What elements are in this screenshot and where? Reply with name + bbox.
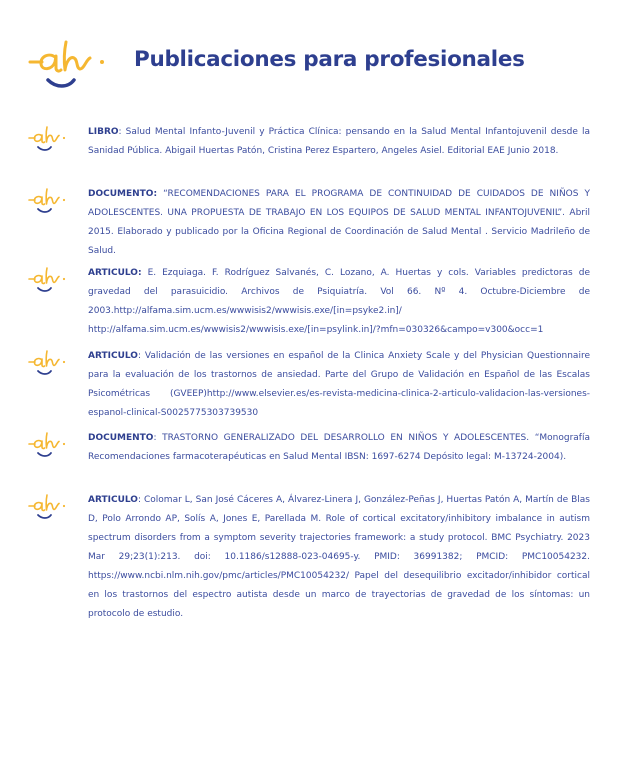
separator: : [118,127,126,137]
publication-citation: TRASTORNO GENERALIZADO DEL DESARROLLO EN NIÑOS Y ADOLESCENTES. “Monografía Recomendaciones farmacoterapéuticas en Salud Mental IBSN: 1697-6274 Depósito legal: M-13724-2004). [88,433,590,462]
ah-bullet-icon [28,493,68,521]
publication-citation: Salud Mental Infanto-Juvenil y Práctica Clínica: pensando en la Salud Mental Infantojuvenil desde la Sanidad Pública. Abigail Huertas Patón, Cristina Perez Espartero, Angeles Asiel. Editorial EAE Junio 2018. [88,127,590,156]
publication-entry [28,264,590,340]
publication-text [88,264,590,340]
publication-text [88,429,590,467]
publication-entry [28,123,590,161]
ah-bullet-icon [28,125,68,153]
ah-bullet-icon [28,349,68,377]
publication-citation: Colomar L, San José Cáceres A, Álvarez-Linera J, González-Peñas J, Huertas Patón A, Martín de Blas D, Polo Arrondo AP, Solís A, Jones E, Parellada M. Role of cortical excitatory/inhibitory imbalance in autism spectrum disorders from a symptom severity trajectories framework: a study protocol. BMC Psychiatry. 2023 Mar 29;23(1):213. doi: 10.1186/s12888-023-04695-y. PMID: 36991382; PMCID: PMC10054232. https://www.ncbi.nlm.nih.gov/pmc/articles/PMC10054232/ Papel del desequilibrio excitador/inhibidor cortical en los trastornos del espectro autista desde un marco de trayectorias de gravedad de los síntomas: un protocolo de estudio. [88,495,590,619]
publication-entry [28,185,590,261]
publication-entry [28,347,590,423]
publication-entry [28,429,590,467]
ah-logo [28,38,118,90]
publication-citation: Validación de las versiones en español de la Clinica Anxiety Scale y del Physician Questionnaire para la evaluación de los trastornos de ansiedad. Parte del Grupo de Validación en Español de las Escalas Psicométricas (GVEEP)http://www.elsevier.es/es-revista-medicina-clinica-2-articulo-validacion-las-versiones-espanol-clinical-S0025775303739530 [88,351,590,418]
publication-type: DOCUMENTO: [88,189,158,199]
publication-citation: “RECOMENDACIONES PARA EL PROGRAMA DE CONTINUIDAD DE CUIDADOS DE NIÑOS Y ADOLESCENTES. UNA PROPUESTA DE TRABAJO EN LOS EQUIPOS DE SALUD MENTAL INFANTOJUVENIL”. Abril 2015. Elaborado y publicado por la Oficina Regional de Coordinación de Salud Mental . Servicio Madrileño de Salud. [88,189,590,256]
publication-text [88,185,590,261]
separator: : [137,351,145,361]
ah-bullet-icon [28,431,68,459]
publication-text [88,491,590,624]
publication-type: ARTICULO: [88,268,142,278]
publication-type: ARTICULO [88,351,138,361]
publication-type: ARTICULO [88,495,138,505]
publication-entry [28,491,590,624]
publication-text [88,123,590,161]
ah-bullet-icon [28,266,68,294]
publication-text [88,347,590,423]
page-title: Publicaciones para profesionales [134,47,525,72]
separator: : [137,495,144,505]
publication-citation: E. Ezquiaga. F. Rodríguez Salvanés, C. Lozano, A. Huertas y cols. Variables predictoras de gravedad del parasuicidio. Archivos de Psiquiatría. Vol 66. Nº 4. Octubre-Diciembre de 2003.http://alfama.sim.ucm.es/wwwisis2/wwwisis.exe/[in=psyke2.in]/ http://alfama.sim.ucm.es/wwwisis2/wwwisis.exe/[in=psylink.in]/?mfn=030326&campo=v300&occ=1 [88,268,590,335]
publication-type: DOCUMENTO [88,433,154,443]
ah-bullet-icon [28,187,68,215]
separator: : [153,433,163,443]
publication-type: LIBRO [88,127,119,137]
